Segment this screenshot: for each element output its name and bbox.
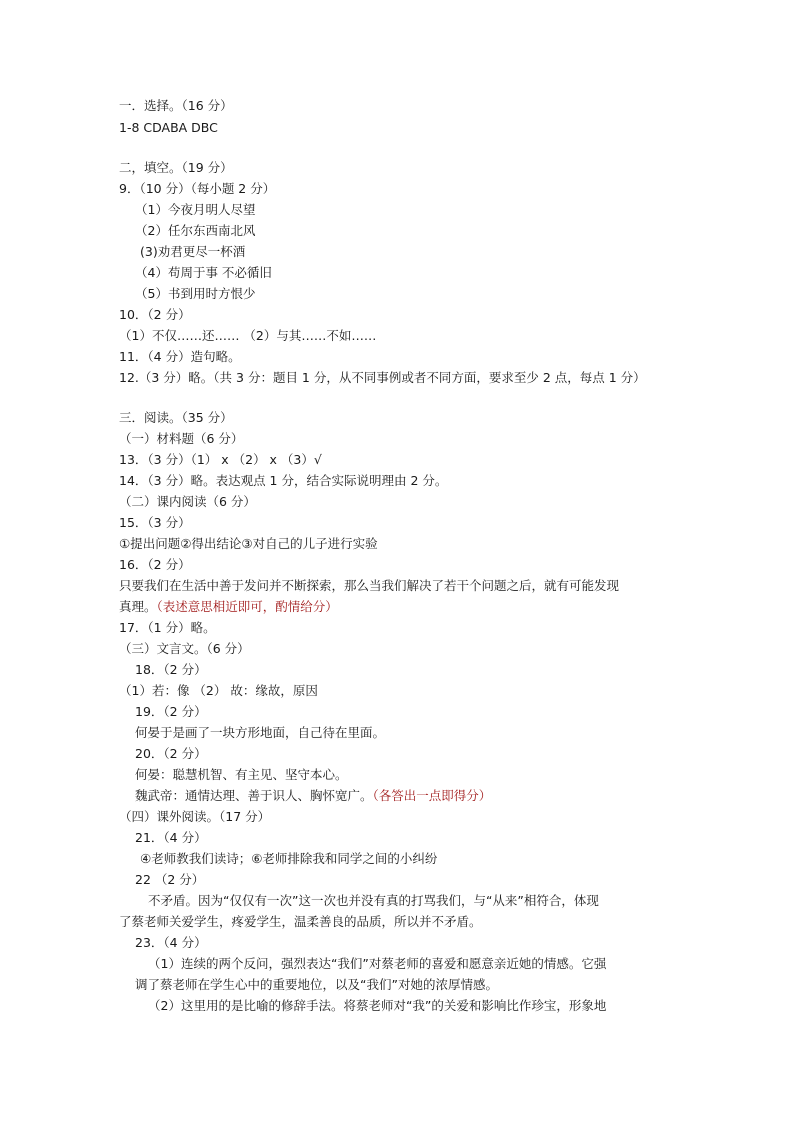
answer-line <box>135 725 385 741</box>
answer-line <box>148 956 606 972</box>
answer-line <box>119 181 275 197</box>
answer-line <box>119 431 243 447</box>
answer-line-text: 只要我们在生活中善于发问并不断探索，那么当我们解决了若干个问题之后，就有可能发现 <box>119 578 620 593</box>
answer-line <box>135 286 255 302</box>
answer-line <box>135 767 348 783</box>
answer-line-text: 三．阅读。（35 分） <box>119 410 233 425</box>
answer-line <box>135 202 255 218</box>
answer-line <box>119 599 338 615</box>
answer-line <box>119 557 191 573</box>
answer-line-text: （4）苟周于事 不必循旧 <box>135 265 272 280</box>
answer-line-text: 何晏：聪慧机智、有主见、坚守本心。 <box>135 767 348 782</box>
answer-line <box>135 704 207 720</box>
answer-line-text: 20．（2 分） <box>135 746 207 761</box>
answer-line-text: （1）若：像 （2） 故：缘故，原因 <box>119 683 318 698</box>
answer-line-text: 调了蔡老师在学生心中的重要地位，以及“我们”对她的浓厚情感。 <box>135 977 498 992</box>
answer-line-text: 18．（2 分） <box>135 662 207 677</box>
answer-line-text: 9．（10 分）（每小题 2 分） <box>119 181 276 196</box>
answer-line-text: 17．（1 分）略。 <box>119 620 216 635</box>
answer-line <box>119 809 270 825</box>
answer-line-text: （三）文言文。（6 分） <box>119 641 250 656</box>
answer-line-text: （一）材料题（6 分） <box>119 431 244 446</box>
answer-line-text: （二）课内阅读（6 分） <box>119 494 256 509</box>
answer-line-text: 了蔡老师关爱学生，疼爱学生，温柔善良的品质，所以并不矛盾。 <box>119 914 482 929</box>
answer-line <box>135 662 207 678</box>
answer-line-text: 13．（3 分）（1） x （2） x （3）√ <box>119 452 322 467</box>
answer-line-text: 23．（4 分） <box>135 935 207 950</box>
answer-line <box>140 244 245 260</box>
answer-line-text: 真理。 <box>119 599 157 614</box>
answer-line <box>119 160 233 176</box>
answer-line-text: （1）连续的两个反问，强烈表达“我们”对蔡老师的喜爱和愿意亲近她的情感。它强 <box>148 956 607 971</box>
answer-line <box>119 349 241 365</box>
answer-line-text: 1-8 CDABA DBC <box>119 120 218 135</box>
answer-line <box>119 410 233 426</box>
answer-line <box>135 746 207 762</box>
answer-line-text: 14．（3 分）略。表达观点 1 分，结合实际说明理由 2 分。 <box>119 473 448 488</box>
answer-line <box>119 620 216 636</box>
answer-line <box>135 872 204 888</box>
answer-line-text: 何晏于是画了一块方形地面，自己待在里面。 <box>135 725 386 740</box>
answer-line-text: 12.（3 分）略。（共 3 分：题目 1 分，从不同事例或者不同方面，要求至少 2 点，每点 1 分） <box>119 370 646 385</box>
answer-line <box>135 977 498 993</box>
answer-line <box>119 641 250 657</box>
answer-line-text: 19．（2 分） <box>135 704 207 719</box>
answer-line <box>135 265 272 281</box>
answer-line <box>119 307 191 323</box>
answer-line <box>119 515 191 531</box>
answer-line-text: 22 （2 分） <box>135 872 205 887</box>
answer-line-text: （2）任尔东西南北风 <box>135 223 256 238</box>
answer-line-text: （四）课外阅读。（17 分） <box>119 809 271 824</box>
answer-line-text: 11．（4 分）造句略。 <box>119 349 241 364</box>
answer-line-text: (3)劝君更尽一杯酒 <box>140 244 246 259</box>
answer-line <box>119 120 218 136</box>
answer-line <box>119 494 256 510</box>
answer-line-text: 21．（4 分） <box>135 830 207 845</box>
answer-line <box>119 536 378 552</box>
answer-line-text: 15．（3 分） <box>119 515 191 530</box>
answer-line <box>119 370 646 386</box>
answer-line-text: 10．（2 分） <box>119 307 191 322</box>
answer-line-text: ④老师教我们读诗；⑥老师排除我和同学之间的小纠纷 <box>140 851 438 866</box>
answer-line-text: 16．（2 分） <box>119 557 191 572</box>
answer-line <box>119 98 233 114</box>
answer-line-text: （5）书到用时方恨少 <box>135 286 256 301</box>
answer-line-text: 一．选择。（16 分） <box>119 98 233 113</box>
answer-line <box>119 914 482 930</box>
answer-line <box>135 788 491 804</box>
answer-line <box>135 223 255 239</box>
grading-note: （各答出一点即得分） <box>372 788 492 803</box>
answer-line <box>135 830 207 846</box>
answer-line-text: 不矛盾。因为“仅仅有一次”这一次也并没有真的打骂我们，与“从来”相符合，体现 <box>148 893 599 908</box>
answer-line <box>119 452 322 468</box>
answer-line <box>119 578 619 594</box>
answer-line-text: 二，填空。（19 分） <box>119 160 233 175</box>
grading-note: （表述意思相近即可，酌情给分） <box>156 599 338 614</box>
answer-line <box>119 473 447 489</box>
answer-line <box>140 851 437 867</box>
answer-line <box>148 998 606 1014</box>
answer-line <box>148 893 599 909</box>
answer-line <box>119 683 318 699</box>
answer-line-text: ①提出问题②得出结论③对自己的儿子进行实验 <box>119 536 378 551</box>
answer-line-text: （1）不仅……还…… （2）与其……不如…… <box>119 328 377 343</box>
answer-line <box>135 935 207 951</box>
answer-line <box>119 328 376 344</box>
answer-line-text: 魏武帝：通情达理、善于识人、胸怀宽广。 <box>135 788 373 803</box>
answer-line-text: （1）今夜月明人尽望 <box>135 202 256 217</box>
answer-line-text: （2）这里用的是比喻的修辞手法。将蔡老师对“我”的关爱和影响比作珍宝，形象地 <box>148 998 607 1013</box>
